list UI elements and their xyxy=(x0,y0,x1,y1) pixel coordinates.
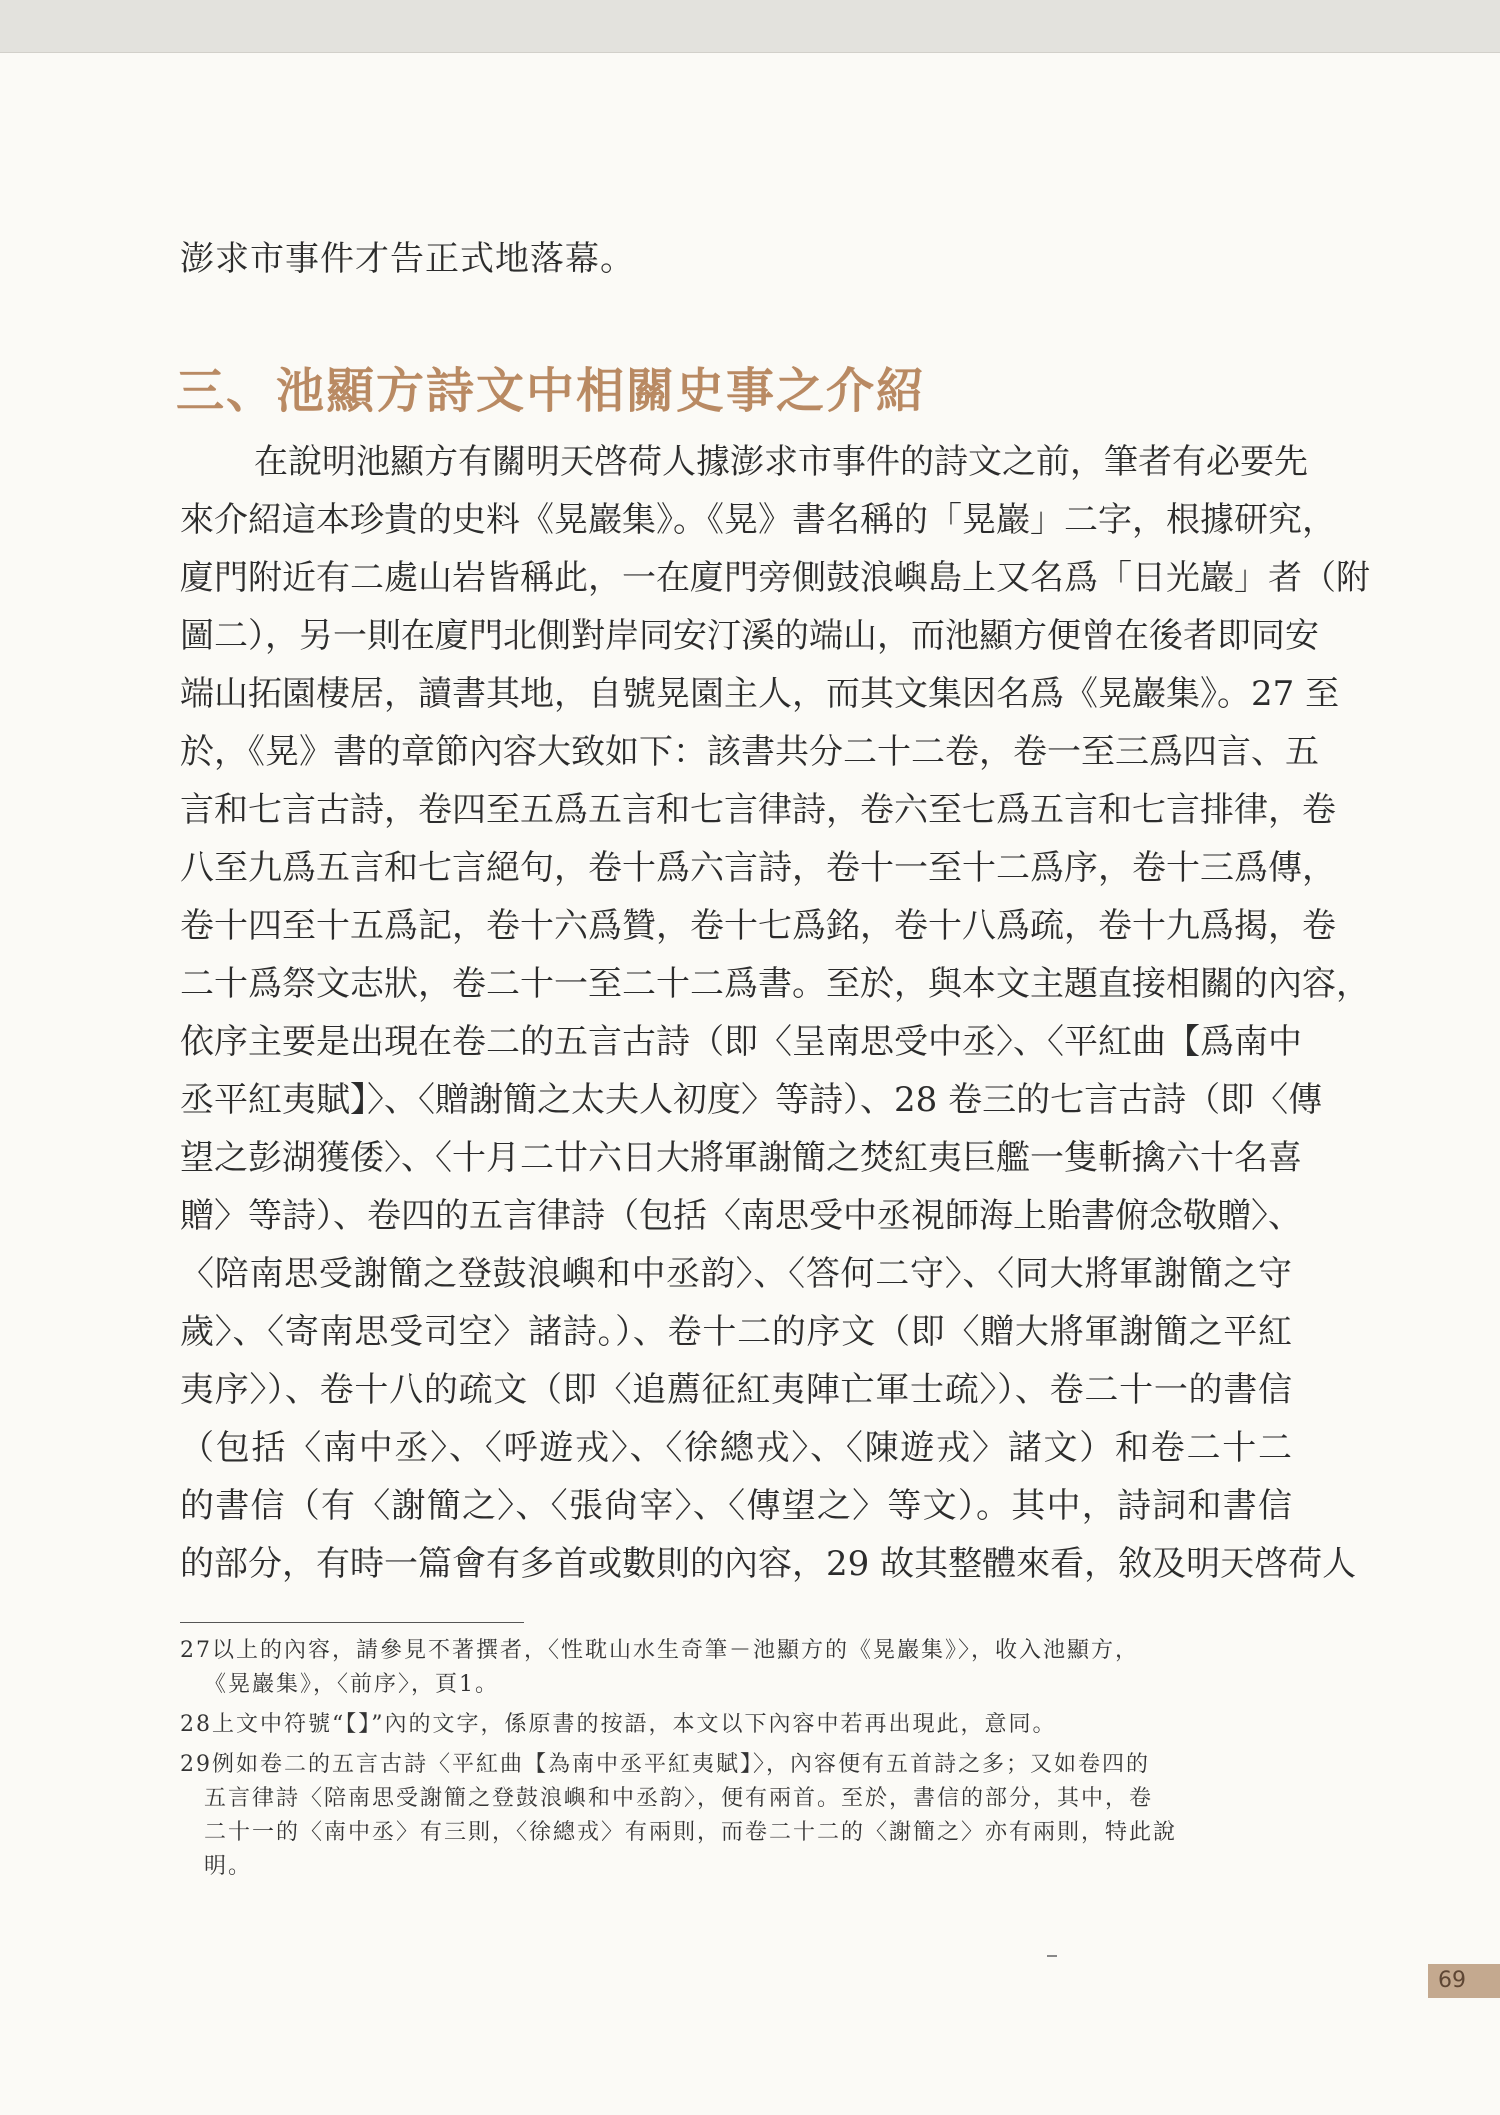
footnote-27-line: 27以上的內容，請參見不著撰者，〈性耽山水生奇筆－池顯方的《晃巖集》〉，收入池顯方， xyxy=(180,1638,1139,1663)
body-line: 丞平紅夷賦】〉、〈贈謝簡之太夫人初度〉等詩）、28 卷三的七言古詩（即〈傳 xyxy=(180,1080,1323,1120)
body-line: 於，《晃》書的章節內容大致如下：該書共分二十二卷，卷一至三爲四言、五 xyxy=(180,732,1319,772)
body-line: 夷序〉）、卷十八的疏文（即〈追薦征紅夷陣亡軍士疏〉）、卷二十一的書信 xyxy=(180,1370,1292,1410)
body-line: 二十爲祭文志狀，卷二十一至二十二爲書。至於，與本文主題直接相關的內容， xyxy=(180,964,1370,1004)
body-line: （包括〈南中丞〉、〈呼遊戎〉、〈徐總戎〉、〈陳遊戎〉諸文）和卷二十二 xyxy=(180,1428,1292,1468)
body-line: 八至九爲五言和七言絕句，卷十爲六言詩，卷十一至十二爲序，卷十三爲傳， xyxy=(180,848,1336,888)
body-line: 廈門附近有二處山岩皆稱此，一在廈門旁側鼓浪嶼島上又名爲「日光巖」者（附 xyxy=(180,558,1370,598)
footnote-29-line: 明。 xyxy=(204,1854,253,1879)
footnote-29-line: 29例如卷二的五言古詩〈平紅曲【為南中丞平紅夷賦】〉，內容便有五首詩之多；又如卷四的 xyxy=(180,1752,1150,1777)
body-line: 的書信（有〈謝簡之〉、〈張尙宰〉、〈傳望之〉等文）。其中，詩詞和書信 xyxy=(180,1486,1292,1526)
body-line: 〈陪南思受謝簡之登鼓浪嶼和中丞韵〉、〈答何二守〉、〈同大將軍謝簡之守 xyxy=(180,1254,1292,1294)
body-line: 卷十四至十五爲記，卷十六爲贊，卷十七爲銘，卷十八爲疏，卷十九爲揭，卷 xyxy=(180,906,1336,946)
body-paragraph xyxy=(180,433,1370,1593)
body-line: 依序主要是出現在卷二的五言古詩（即〈呈南思受中丞〉、〈平紅曲【爲南中 xyxy=(180,1022,1302,1062)
page-number: 69 xyxy=(1438,1968,1466,1993)
footnote-29-line: 五言律詩〈陪南思受謝簡之登鼓浪嶼和中丞韵〉，便有兩首。至於，書信的部分，其中，卷 xyxy=(204,1786,1154,1811)
body-line: 的部分，有時一篇會有多首或數則的內容，29 故其整體來看，敘及明天啓荷人 xyxy=(180,1544,1357,1584)
carryover-paragraph-line: 澎求市事件才告正式地落幕。 xyxy=(180,239,635,279)
body-line: 贈〉等詩）、卷四的五言律詩（包括〈南思受中丞視師海上貽書俯念敬贈〉、 xyxy=(180,1196,1302,1236)
scan-speck xyxy=(1047,1955,1057,1957)
body-line: 圖二），另一則在廈門北側對岸同安汀溪的端山，而池顯方便曾在後者即同安 xyxy=(180,616,1319,656)
footnotes xyxy=(180,1634,1292,1884)
body-line: 在說明池顯方有關明天啓荷人據澎求市事件的詩文之前，筆者有必要先 xyxy=(254,442,1308,482)
footnote-28-line: 28上文中符號“【】”內的文字，係原書的按語，本文以下內容中若再出現此，意同。 xyxy=(180,1712,1057,1737)
footnote-27-line: 《晃巖集》，〈前序〉，頁1。 xyxy=(204,1672,499,1697)
footnote-29-line: 二十一的〈南中丞〉有三則，〈徐總戎〉有兩則，而卷二十二的〈謝簡之〉亦有兩則，特此說 xyxy=(204,1820,1178,1845)
footnote-divider xyxy=(180,1622,524,1623)
body-line: 來介紹這本珍貴的史料《晃巖集》。《晃》書名稱的「晃巖」二字，根據研究， xyxy=(180,500,1336,540)
section-heading: 三、池顯方詩文中相關史事之介紹 xyxy=(176,363,927,419)
body-line: 言和七言古詩，卷四至五爲五言和七言律詩，卷六至七爲五言和七言排律，卷 xyxy=(180,790,1336,830)
page-number-tab xyxy=(1428,1964,1500,1998)
body-line: 望之彭湖獲倭〉、〈十月二廿六日大將軍謝簡之焚紅夷巨艦一隻斬擒六十名喜 xyxy=(180,1138,1302,1178)
body-line: 端山拓園棲居，讀書其地，自號晃園主人，而其文集因名爲《晃巖集》。27 至 xyxy=(180,674,1340,714)
body-line: 歲〉、〈寄南思受司空〉諸詩。）、卷十二的序文（即〈贈大將軍謝簡之平紅 xyxy=(180,1312,1292,1352)
scan-top-margin xyxy=(0,0,1500,53)
